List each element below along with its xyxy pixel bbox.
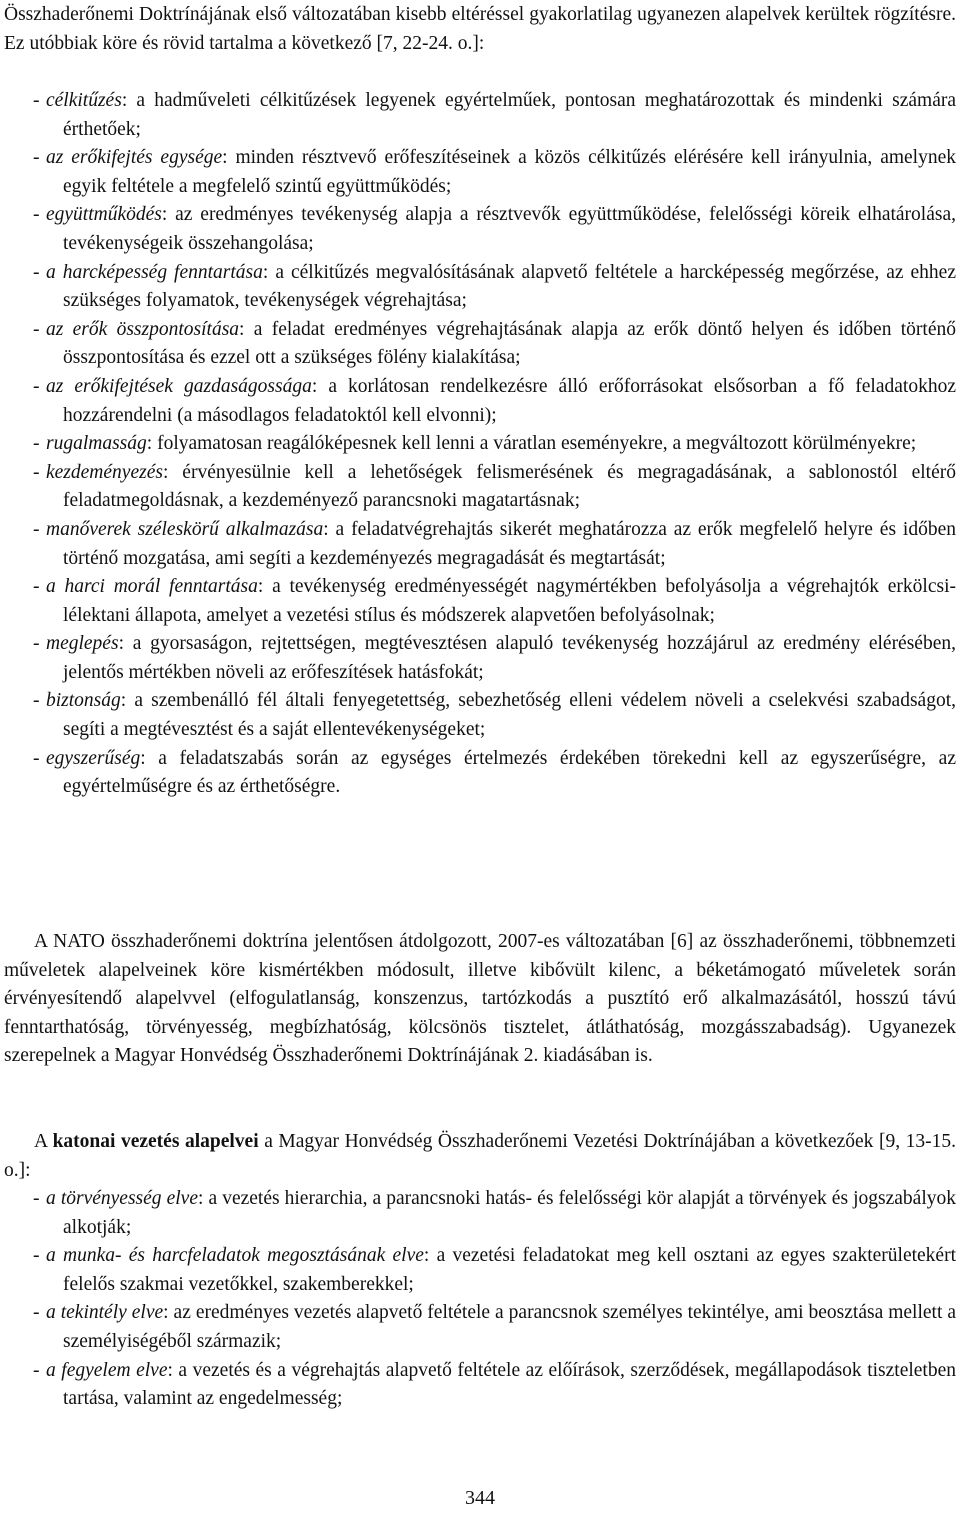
list-item bbox=[33, 144, 956, 201]
list-item bbox=[33, 630, 956, 687]
list-item-text: : érvényesülnie kell a lehetőségek felismerésének és megragadásának, a sablonostól eltérő feladatmegoldásnak, a kezdeményező parancsnoki magatartásnak; bbox=[63, 461, 956, 512]
list-item-term: kezdeményezés bbox=[46, 461, 163, 483]
list-dash: - bbox=[33, 633, 40, 655]
leadership-intro-suffix: a Magyar Honvédség Összhaderőnemi Vezetési Doktrínájában a következőek [9, 13-15. o.]: bbox=[4, 1131, 956, 1181]
list-item bbox=[33, 1242, 956, 1299]
list-item-text: : a feladatszabás során az egységes értelmezés érdekében törekedni kell az egyszerűségre, az egyértelműségre és az érthetőségre. bbox=[63, 747, 956, 798]
list-dash: - bbox=[33, 90, 40, 111]
list-item-term: manőverek széleskörű alkalmazása bbox=[46, 518, 324, 540]
list-item bbox=[33, 430, 956, 459]
list-item-term: az erőkifejtés egysége bbox=[46, 147, 223, 169]
list-item-text: : a vezetés hierarchia, a parancsnoki hatás- és felelősségi kör alapját a törvények és jogszabályok alkotják; bbox=[63, 1188, 956, 1238]
list-item-text: : a célkitűzés megvalósításának alapvető feltétele a harcképesség megőrzése, az ehhez szükséges folyamatok, tevékenységek végrehajtása; bbox=[63, 261, 956, 312]
list-item bbox=[33, 1185, 956, 1242]
list-item-text: : a szembenálló fél általi fenyegetettség, sebezhetőség elleni védelem növeli a cselekvési szabadságot, segíti a megtévesztést és a saját ellentevékenységeket; bbox=[63, 690, 956, 741]
list-dash: - bbox=[33, 576, 40, 598]
list-item-text: : a gyorsaságon, rejtettségen, megtévesztésen alapuló tevékenység hozzájárul az eredmény elérésében, jelentős mértékben növeli az erőfeszítések hatásfokát; bbox=[63, 633, 956, 683]
list-item-text: : a vezetési feladatokat meg kell osztani az egyes szakterületekért felelős szakmai vezetőkkel, szakemberekkel; bbox=[63, 1245, 956, 1295]
operational-principles-list bbox=[33, 87, 956, 802]
list-item-text: : minden résztvevő erőfeszítéseinek a közös célkitűzés elérésére kell irányulnia, amelynek egyik feltétele a megfelelő szintű együttműködés; bbox=[63, 147, 956, 197]
list-item-term: meglepés bbox=[46, 633, 119, 655]
list-item bbox=[33, 373, 956, 430]
nato-paragraph-text: A NATO összhaderőnemi doktrína jelentősen átdolgozott, 2007-es változatában [6] az összhaderőnemi, többnemzeti műveletek alapelveinek köre kismértékben módosult, illetve kibővült kilenc, a béketámogató műveletek során érvényesítendő alapelvvel (elfogulatlanság, konszenzus, tartózkodás a pusztító erő alkalmazásától, hosszú távú fenntarthatóság, törvényesség, megbízhatóság, kölcsönös tisztelet, átláthatóság, mozgásszabadság). Ugyanezek szerepelnek a Magyar Honvédség Összhaderőnemi Doktrínájának 2. kiadásában is. bbox=[4, 931, 956, 1067]
list-item-text: : a tevékenység eredményességét nagymértékben befolyásolja a végrehajtók erkölcsi-lélektani állapota, amelyet a vezetési stílus és módszerek alapvetően befolyásolnak; bbox=[63, 576, 956, 626]
list-item-text: : a korlátosan rendelkezésre álló erőforrásokat elsősorban a fő feladatokhoz hozzárendelni (a másodlagos feladatoktól kell elvonni); bbox=[63, 375, 956, 426]
list-item-term: a fegyelem elve bbox=[46, 1359, 168, 1381]
list-item bbox=[33, 201, 956, 258]
list-item bbox=[33, 687, 956, 744]
list-item bbox=[33, 745, 956, 802]
list-dash: - bbox=[33, 318, 40, 340]
list-item-text: : az eredményes tevékenység alapja a résztvevők együttműködése, felelősségi köreik elhatárolása, tevékenységeik összehangolása; bbox=[63, 204, 956, 254]
intro-text: Összhaderőnemi Doktrínájának első változatában kisebb eltéréssel gyakorlatilag ugyanezen alapelvek kerültek rögzítésre. Ez utóbbiak köre és rövid tartalma a következő [7, 22-24. o.]: bbox=[4, 4, 956, 54]
list-item-term: az erők összpontosítása bbox=[46, 318, 240, 340]
list-item bbox=[33, 316, 956, 373]
list-item-term: az erőkifejtések gazdaságossága bbox=[46, 375, 312, 397]
leadership-intro-paragraph bbox=[4, 1128, 956, 1185]
list-item-term: a harcképesség fenntartása bbox=[46, 261, 263, 283]
list-item-term: a harci morál fenntartása bbox=[46, 576, 258, 598]
list-item-term: a munka- és harcfeladatok megosztásának elve bbox=[46, 1245, 424, 1267]
list-dash: - bbox=[33, 1245, 40, 1267]
list-item-text: : a vezetés és a végrehajtás alapvető feltétele az előírások, szerződések, megállapodások tiszteletben tartása, valamint az engedelmesség; bbox=[63, 1359, 957, 1410]
list-dash: - bbox=[33, 747, 40, 769]
list-item bbox=[33, 459, 956, 516]
list-item-term: a törvényesség elve bbox=[46, 1188, 198, 1209]
list-dash: - bbox=[33, 518, 40, 540]
list-dash: - bbox=[33, 147, 40, 169]
list-item-text: : az eredményes vezetés alapvető feltétele a parancsnok személyes tekintélye, ami beosztása mellett a személyiségéből származik; bbox=[63, 1302, 956, 1352]
list-item-text: : folyamatosan reagálóképesnek kell lenni a váratlan eseményekre, a megváltozott körülményekre; bbox=[146, 433, 917, 455]
list-item-term: a tekintély elve bbox=[46, 1302, 164, 1324]
list-dash: - bbox=[33, 461, 40, 483]
list-item-text: : a feladat eredményes végrehajtásának alapja az erők döntő helyen és időben történő összpontosítása és ezzel ott a szükséges fölény kialakítása; bbox=[63, 318, 956, 369]
list-item-text: : a feladatvégrehajtás sikerét meghatározza az erők megfelelő helyre és időben történő mozgatása, ami segíti a kezdeményezés megragadását és megtartását; bbox=[63, 518, 956, 569]
leadership-principles-list bbox=[33, 1185, 956, 1414]
list-dash: - bbox=[33, 433, 40, 455]
list-item bbox=[33, 259, 956, 316]
list-item-term: együttműködés bbox=[46, 204, 162, 226]
intro-paragraph bbox=[4, 1, 956, 58]
list-item-term: célkitűzés bbox=[46, 90, 122, 111]
list-dash: - bbox=[33, 690, 40, 712]
leadership-intro-bold: katonai vezetés alapelvei bbox=[52, 1131, 259, 1152]
list-item-term: biztonság bbox=[46, 690, 121, 712]
list-dash: - bbox=[33, 204, 40, 226]
list-item bbox=[33, 573, 956, 630]
list-dash: - bbox=[33, 1188, 40, 1209]
list-item bbox=[33, 1299, 956, 1356]
list-item-term: egyszerűség bbox=[46, 747, 141, 769]
list-dash: - bbox=[33, 375, 40, 397]
list-item-term: rugalmasság bbox=[46, 433, 147, 455]
list-dash: - bbox=[33, 261, 40, 283]
leadership-intro-prefix: A bbox=[34, 1131, 53, 1152]
page-number: 344 bbox=[465, 1487, 495, 1509]
list-item bbox=[33, 1357, 956, 1414]
nato-paragraph bbox=[4, 928, 956, 1071]
list-dash: - bbox=[33, 1302, 40, 1324]
list-dash: - bbox=[33, 1359, 40, 1381]
list-item bbox=[33, 87, 956, 144]
list-item-text: : a hadműveleti célkitűzések legyenek egyértelműek, pontosan meghatározottak és mindenki számára érthetőek; bbox=[63, 90, 956, 140]
list-item bbox=[33, 516, 956, 573]
